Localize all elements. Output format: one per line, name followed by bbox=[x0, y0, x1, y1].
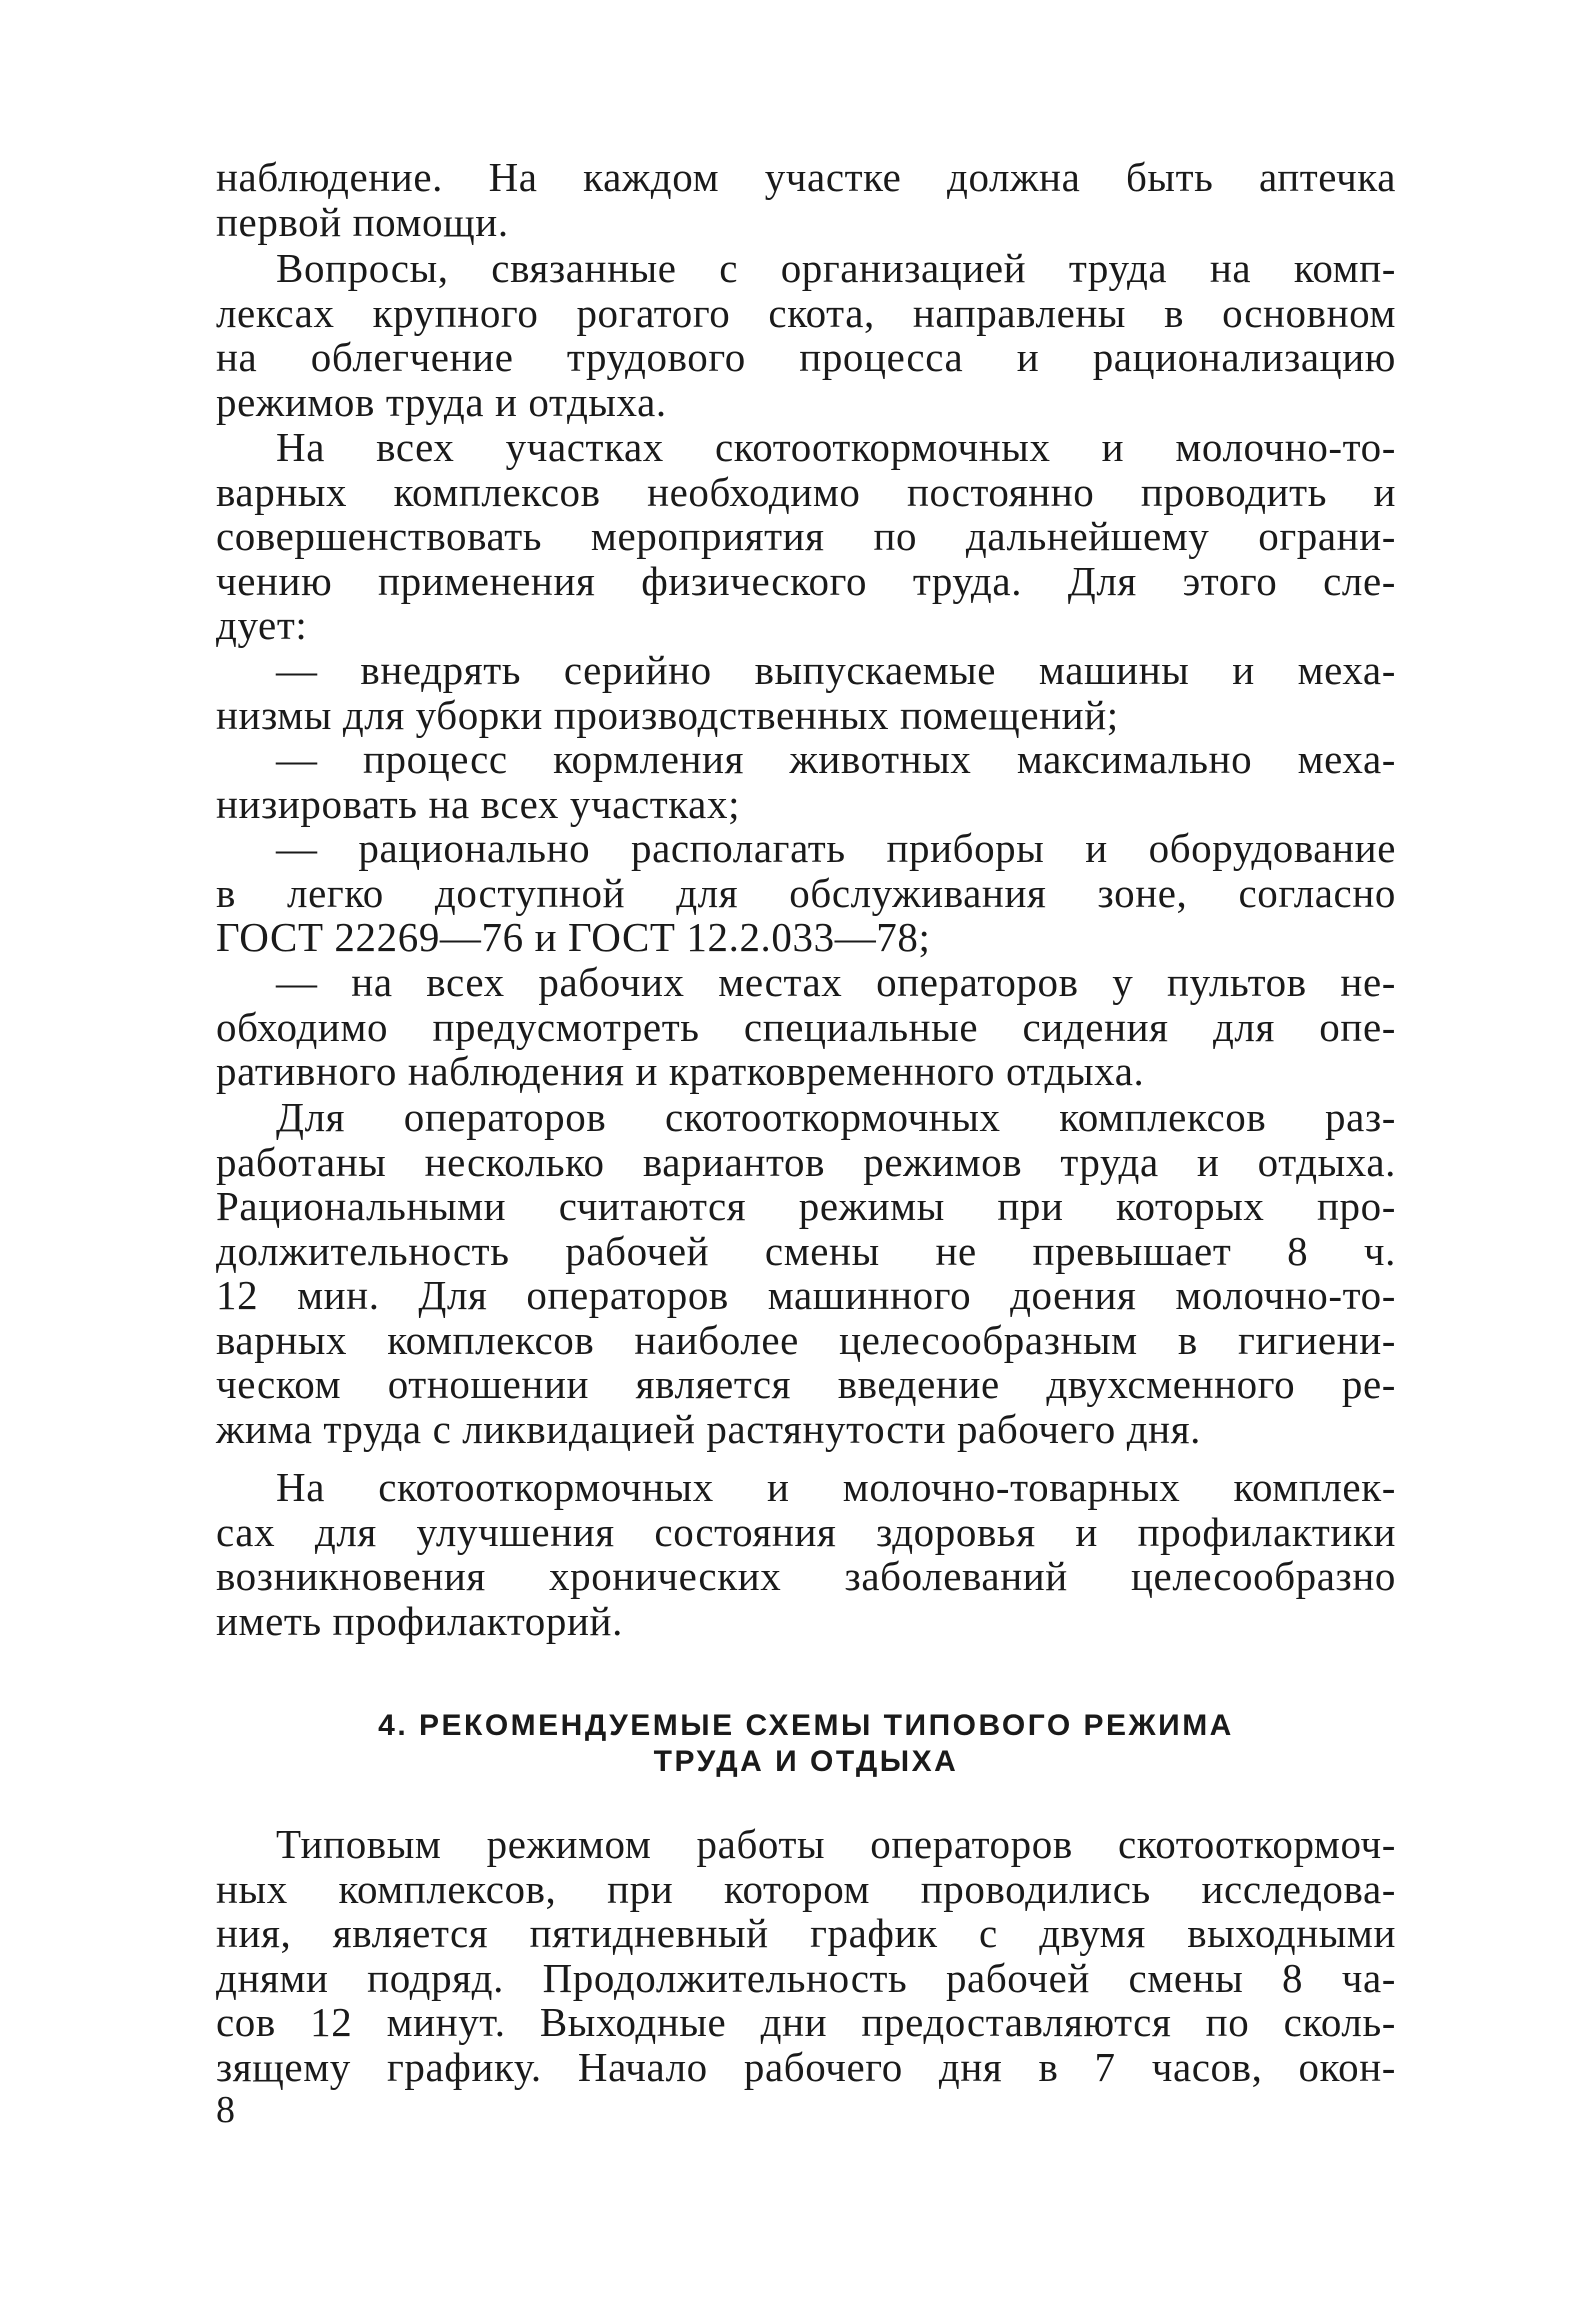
text-line: 12 мин. Для операторов машинного доения молочно-то- bbox=[216, 1272, 1396, 1318]
text-line: наблюдение. На каждом участке должна быть аптечка bbox=[216, 154, 1396, 200]
text-line: Для операторов скотооткормочных комплексов раз- bbox=[276, 1094, 1396, 1140]
paragraph-2 bbox=[216, 246, 1396, 424]
paragraph-3 bbox=[216, 425, 1396, 648]
text-line: — рационально располагать приборы и оборудование bbox=[276, 825, 1396, 871]
text-line: зящему графику. Начало рабочего дня в 7 часов, окон- bbox=[216, 2043, 1396, 2090]
paragraph-6 bbox=[216, 1822, 1396, 2089]
text-line: обходимо предусмотреть специальные сидения для опе- bbox=[216, 1003, 1396, 1050]
text-line: На всех участках скотооткормочных и молочно-то- bbox=[276, 424, 1396, 470]
page-number: 8 bbox=[216, 2089, 235, 2131]
text-line: Рациональными считаются режимы при которых про- bbox=[216, 1183, 1396, 1229]
text-line: — на всех рабочих местах операторов у пультов не- bbox=[276, 959, 1396, 1005]
text-line: — процесс кормления животных максимально меха- bbox=[276, 736, 1396, 782]
text-line: чению применения физического труда. Для этого сле- bbox=[216, 557, 1396, 604]
text-line: — внедрять серийно выпускаемые машины и меха- bbox=[276, 647, 1396, 693]
text-line: лексах крупного рогатого скота, направлены в основном bbox=[216, 289, 1396, 336]
text-line: совершенствовать мероприятия по дальнейшему ограни- bbox=[216, 513, 1396, 559]
text-line: Типовым режимом работы операторов скотооткормоч- bbox=[276, 1821, 1396, 1867]
text-line: ных комплексов, при котором проводились исследова- bbox=[216, 1865, 1396, 1912]
text-line: работаны несколько вариантов режимов труда и отдыха. bbox=[216, 1138, 1396, 1185]
text-line: ративного наблюдения и кратковременного отдыха. bbox=[216, 1048, 1145, 1094]
text-line: варных комплексов необходимо постоянно проводить и bbox=[216, 468, 1396, 515]
text-line: на облегчение трудового процесса и рационализацию bbox=[216, 334, 1396, 380]
paragraph-4 bbox=[216, 1095, 1396, 1451]
text-line: На скотооткормочных и молочно-товарных комплек- bbox=[276, 1464, 1396, 1510]
paragraph-1 bbox=[216, 155, 1396, 244]
text-line: низировать на всех участках; bbox=[216, 780, 741, 827]
text-line: в легко доступной для обслуживания зоне, согласно bbox=[216, 869, 1396, 916]
text-line: возникновения хронических заболеваний целесообразно bbox=[216, 1553, 1396, 1599]
text-line: ческом отношении является введение двухсменного ре- bbox=[216, 1361, 1396, 1407]
text-line: варных комплексов наиболее целесообразным в гигиени- bbox=[216, 1316, 1396, 1363]
heading-line: ТРУДА И ОТДЫХА bbox=[653, 1745, 959, 1778]
text-line: сах для улучшения состояния здоровья и профилактики bbox=[216, 1508, 1396, 1555]
text-line: Вопросы, связанные с организацией труда на комп- bbox=[276, 245, 1396, 291]
paragraph-5 bbox=[216, 1465, 1396, 1643]
text-line: сов 12 минут. Выходные дни предоставляются по сколь- bbox=[216, 1999, 1396, 2045]
list-item bbox=[216, 960, 1396, 1094]
list-item bbox=[216, 648, 1396, 737]
text-line: первой помощи. bbox=[216, 198, 509, 245]
text-line: режимов труда и отдыха. bbox=[216, 378, 667, 425]
text-line: ГОСТ 22269—76 и ГОСТ 12.2.033—78; bbox=[216, 914, 931, 960]
text-line: низмы для уборки производственных помещений; bbox=[216, 691, 1119, 738]
list-item bbox=[216, 737, 1396, 826]
text-line: жима труда с ликвидацией растянутости рабочего дня. bbox=[216, 1405, 1202, 1452]
text-line: дует: bbox=[216, 602, 308, 648]
text-line: иметь профилакторий. bbox=[216, 1597, 623, 1644]
text-line: днями подряд. Продолжительность рабочей смены 8 ча- bbox=[216, 1954, 1396, 2001]
heading-line: 4. РЕКОМЕНДУЕМЫЕ СХЕМЫ ТИПОВОГО РЕЖИМА bbox=[378, 1709, 1234, 1742]
section-heading bbox=[216, 1708, 1396, 1780]
list-item bbox=[216, 826, 1396, 960]
text-line: должительность рабочей смены не превышает 8 ч. bbox=[216, 1227, 1396, 1274]
text-line: ния, является пятидневный график с двумя выходными bbox=[216, 1910, 1396, 1956]
